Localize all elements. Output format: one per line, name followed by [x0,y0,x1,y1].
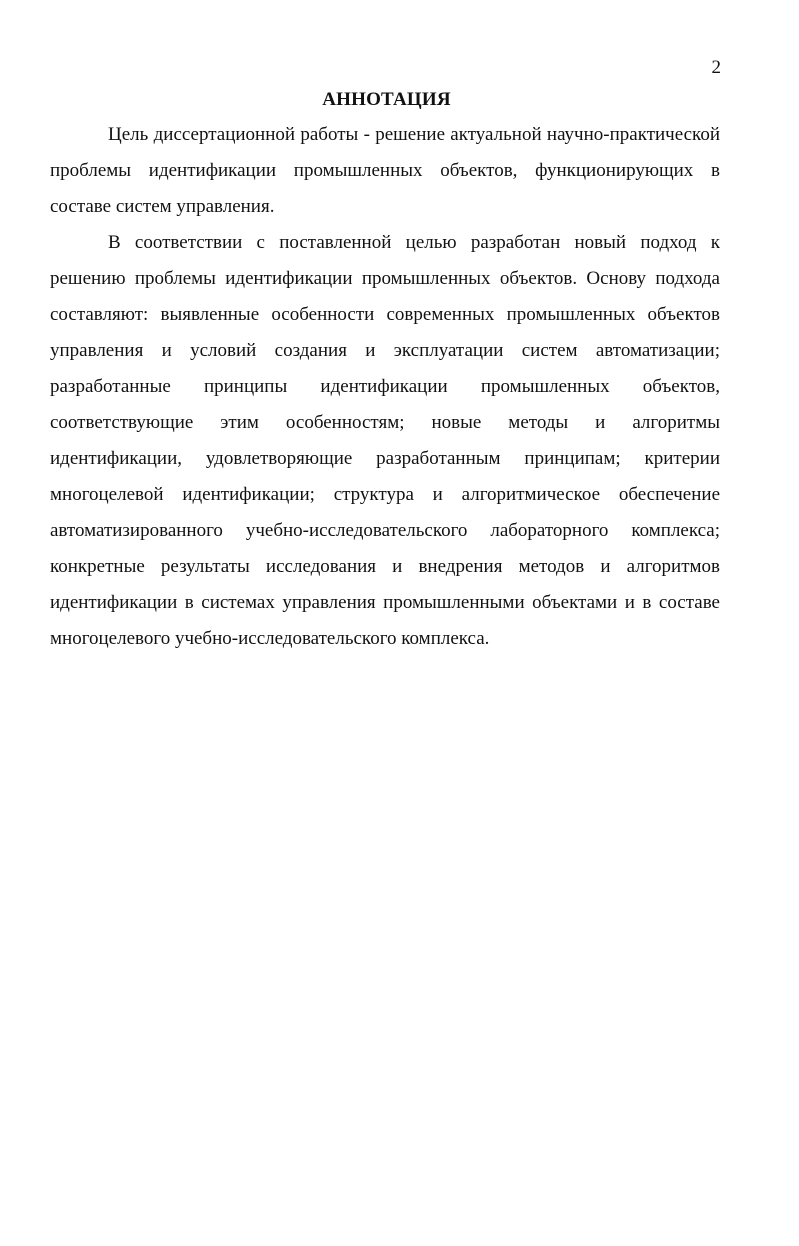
page-number: 2 [711,57,721,78]
page-title: АННОТАЦИЯ [322,89,451,110]
paragraph-goal: Цель диссертационной работы - решение актуальной научно-практической проблемы идентификации промышленных объектов, функционирующих в составе систем управления. [50,124,720,217]
annotation-body [50,117,720,657]
paragraph-approach: В соответствии с поставленной целью разработан новый подход к решению проблемы идентификации промышленных объектов. Основу подхода составляют: выявленные особенности современных промышленных объектов управления и условий создания и эксплуатации систем автоматизации; разработанные принципы идентификации промышленных объектов, соответствующие этим особенностям; новые методы и алгоритмы идентификации, удовлетворяющие разработанным принципам; критерии многоцелевой идентификации; структура и алгоритмическое обеспечение автоматизированного учебно-исследовательского лабораторного комплекса; конкретные результаты исследования и внедрения методов и алгоритмов идентификации в системах управления промышленными объектами и в составе многоцелевого учебно-исследовательского комплекса. [50,232,720,649]
